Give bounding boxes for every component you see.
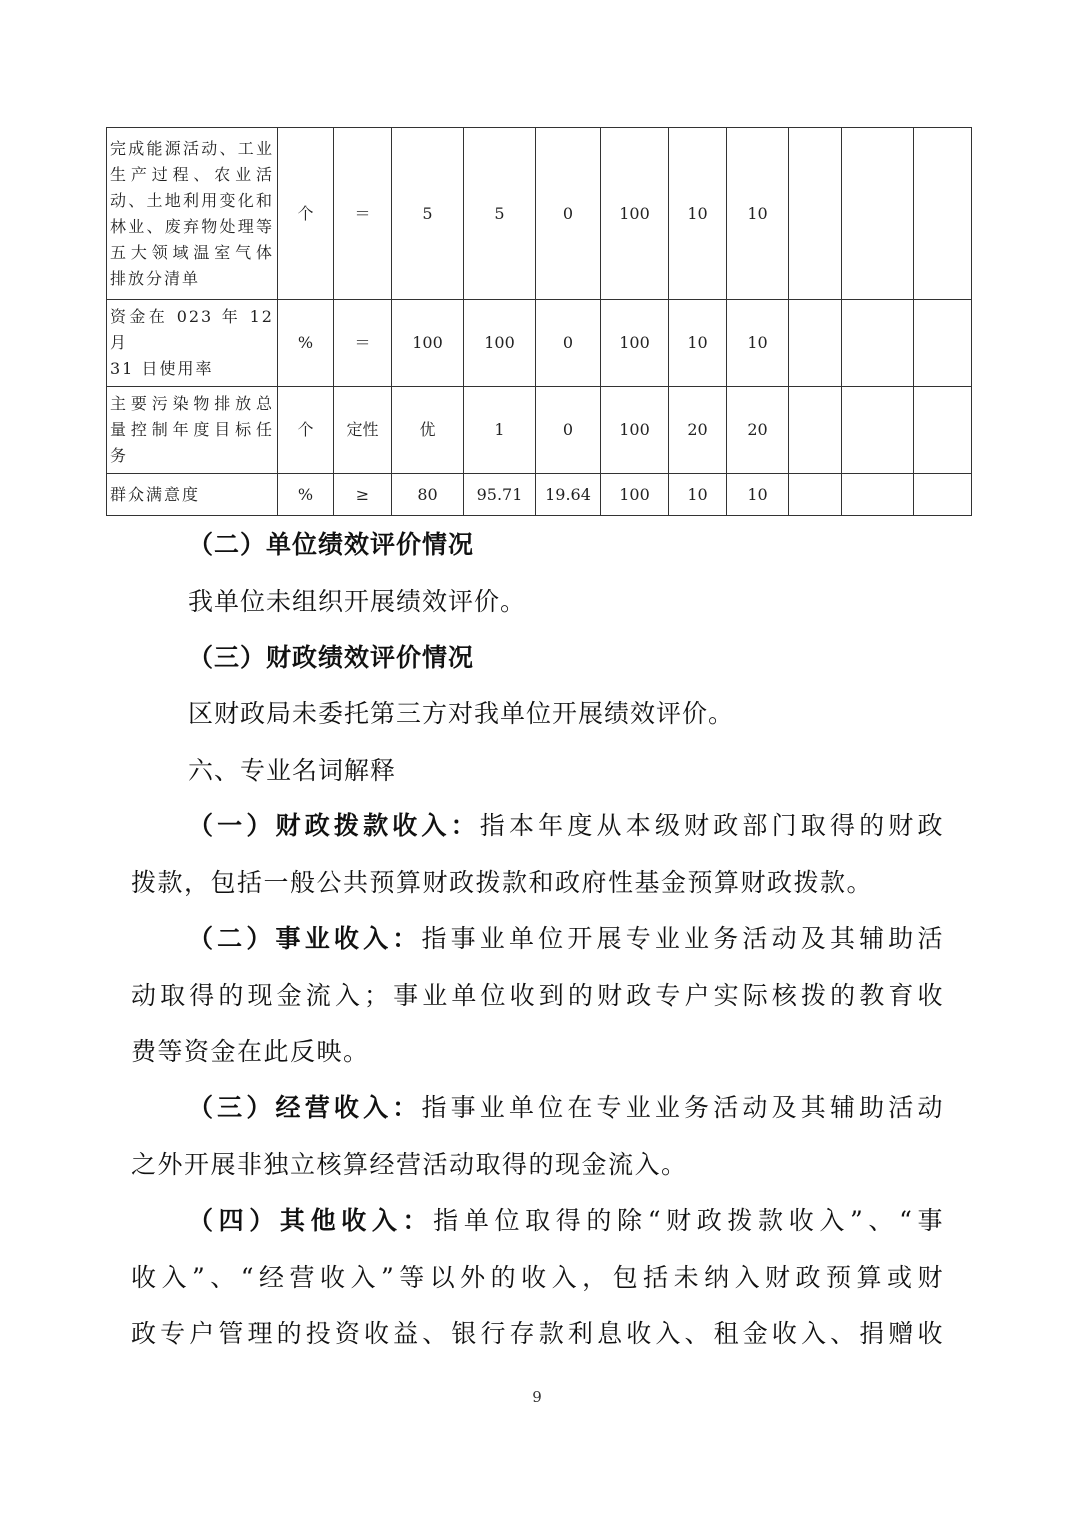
empty-cell: [842, 474, 914, 516]
value-cell: 0: [536, 128, 601, 300]
value-cell: 10: [669, 474, 727, 516]
empty-cell: [789, 128, 842, 300]
value-cell: 10: [727, 300, 789, 387]
target-cell: 优: [392, 387, 464, 474]
term-label: （二）事业收入：: [188, 924, 422, 953]
empty-cell: [914, 387, 972, 474]
chapter-heading: 六、专业名词解释: [188, 756, 397, 785]
actual-cell: 95.71: [464, 474, 536, 516]
operator-cell: ≥: [334, 474, 392, 516]
unit-cell: 个: [278, 128, 334, 300]
value-cell: 10: [669, 300, 727, 387]
empty-cell: [842, 128, 914, 300]
indicator-name-cell: 群众满意度: [107, 474, 278, 516]
indicator-name-cell: 完成能源活动、工业 生产过程、农业活 动、土地利用变化和 林业、废弃物处理等 五大领域温室气体 排放分清单: [107, 128, 278, 300]
page-number: 9: [532, 1388, 542, 1406]
target-cell: 100: [392, 300, 464, 387]
empty-cell: [789, 474, 842, 516]
term-definition: （三）经营收入：指事业单位在专业业务活动及其辅助活动 之外开展非独立核算经营活动取得的现金流入。: [131, 1093, 944, 1179]
section-body: 我单位未组织开展绩效评价。: [188, 587, 527, 616]
value-cell: 19.64: [536, 474, 601, 516]
operator-cell: ＝: [334, 300, 392, 387]
empty-cell: [789, 387, 842, 474]
term-definition: （一）财政拨款收入：指本年度从本级财政部门取得的财政 拨款，包括一般公共预算财政拨款和政府性基金预算财政拨款。: [131, 811, 944, 897]
term-label: （三）经营收入：: [188, 1093, 422, 1122]
table-row: [107, 128, 972, 300]
value-cell: 100: [601, 300, 669, 387]
value-cell: 10: [669, 128, 727, 300]
empty-cell: [914, 474, 972, 516]
empty-cell: [842, 300, 914, 387]
table-row: [107, 300, 972, 387]
value-cell: 0: [536, 300, 601, 387]
unit-cell: %: [278, 474, 334, 516]
empty-cell: [914, 128, 972, 300]
empty-cell: [789, 300, 842, 387]
indicator-name-cell: 主要污染物排放总 量控制年度目标任 务: [107, 387, 278, 474]
term-label: （四）其他收入：: [188, 1206, 434, 1235]
value-cell: 20: [727, 387, 789, 474]
value-cell: 10: [727, 128, 789, 300]
value-cell: 20: [669, 387, 727, 474]
value-cell: 10: [727, 474, 789, 516]
section-body: 区财政局未委托第三方对我单位开展绩效评价。: [188, 699, 735, 728]
term-definition: （四）其他收入：指单位取得的除“财政拨款收入”、“事 收入”、“经营收入”等以外的收入，包括未纳入财政预算或财 政专户管理的投资收益、银行存款利息收入、租金收入、捐赠收: [131, 1206, 944, 1348]
empty-cell: [914, 300, 972, 387]
unit-cell: %: [278, 300, 334, 387]
operator-cell: 定性: [334, 387, 392, 474]
value-cell: 100: [601, 128, 669, 300]
term-label: （一）财政拨款收入：: [188, 811, 480, 840]
performance-indicator-table: [106, 127, 972, 516]
actual-cell: 1: [464, 387, 536, 474]
value-cell: 100: [601, 474, 669, 516]
section-heading: （三）财政绩效评价情况: [188, 643, 475, 672]
indicator-name-cell: 资金在 023 年 12 月 31 日使用率: [107, 300, 278, 387]
empty-cell: [842, 387, 914, 474]
table-row: [107, 387, 972, 474]
value-cell: 0: [536, 387, 601, 474]
actual-cell: 5: [464, 128, 536, 300]
actual-cell: 100: [464, 300, 536, 387]
unit-cell: 个: [278, 387, 334, 474]
target-cell: 80: [392, 474, 464, 516]
target-cell: 5: [392, 128, 464, 300]
value-cell: 100: [601, 387, 669, 474]
term-definition: （二）事业收入：指事业单位开展专业业务活动及其辅助活 动取得的现金流入；事业单位收到的财政专户实际核拨的教育收 费等资金在此反映。: [131, 924, 944, 1066]
table-row: [107, 474, 972, 516]
operator-cell: ＝: [334, 128, 392, 300]
section-heading: （二）单位绩效评价情况: [188, 530, 475, 559]
